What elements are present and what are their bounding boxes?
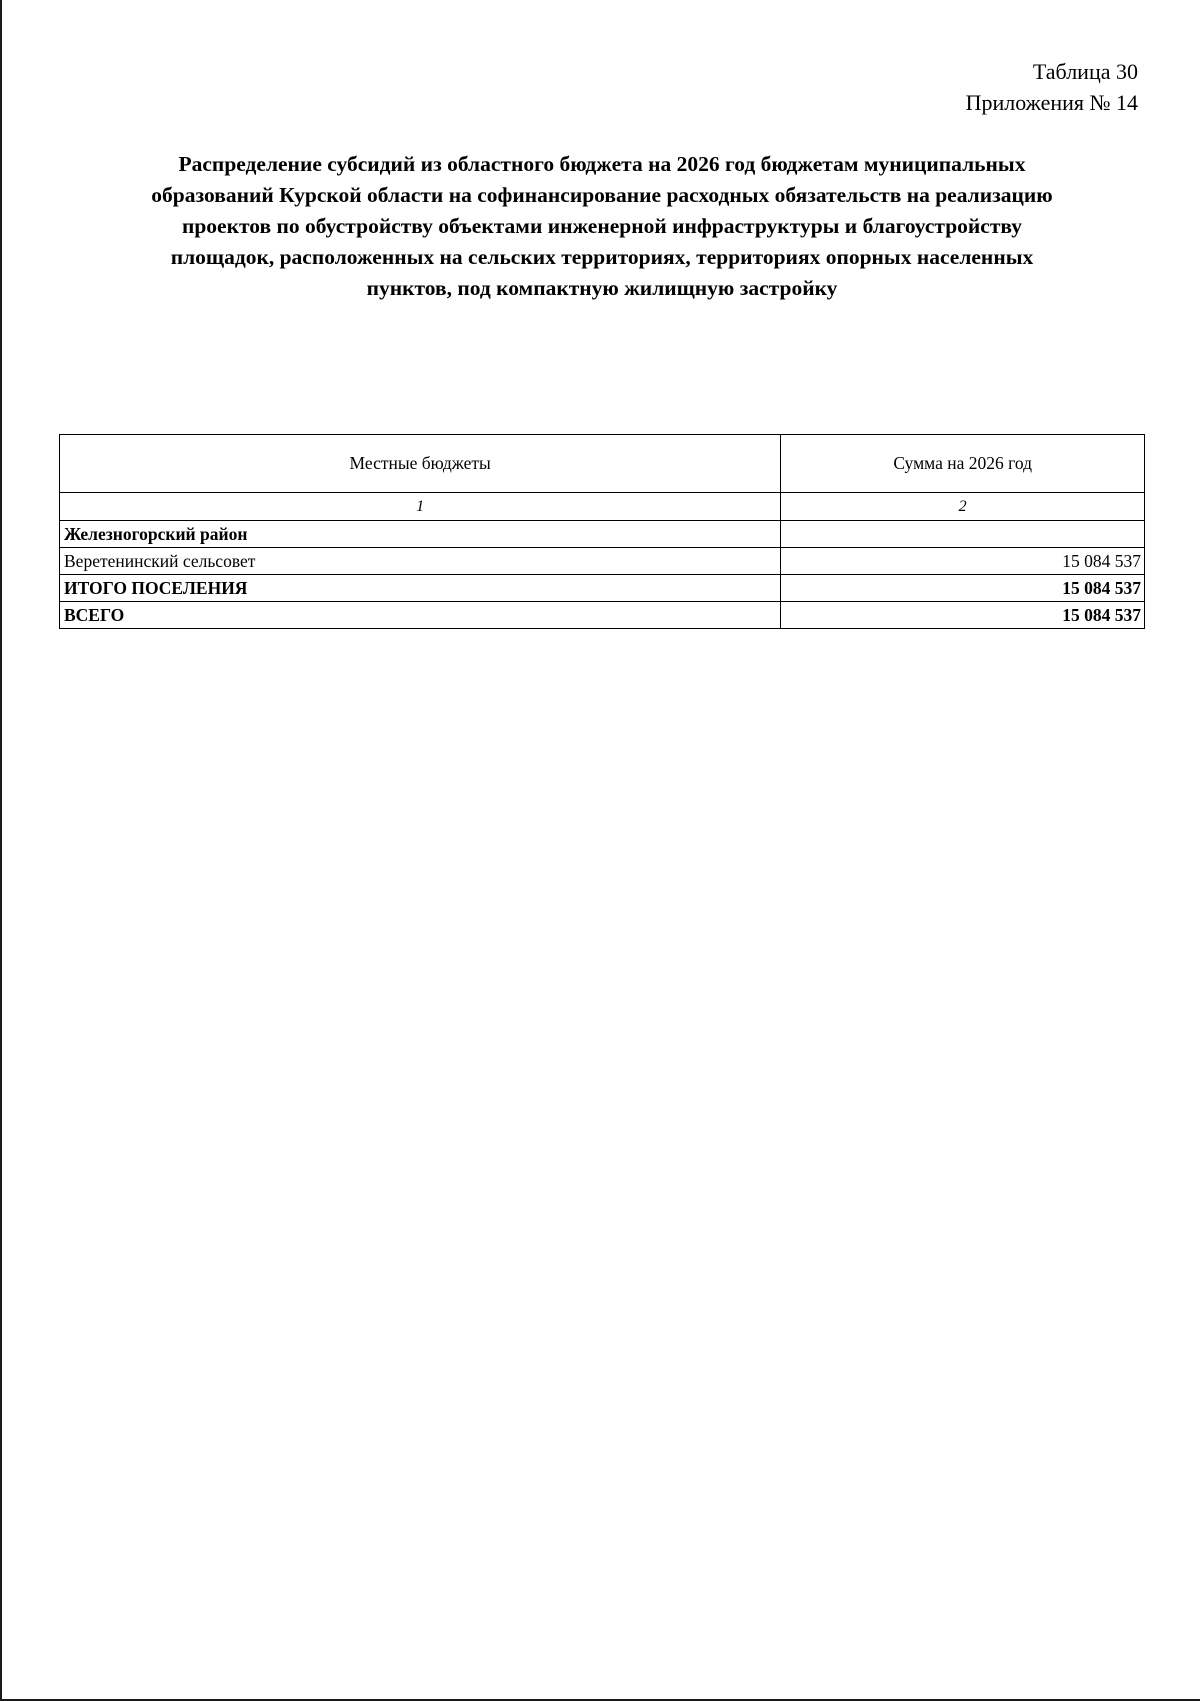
row-amount: 15 084 537 [781, 575, 1145, 602]
appendix-number: Приложения № 14 [965, 90, 1138, 115]
subsidy-table [59, 434, 1145, 629]
title-line: образований Курской области на софинансирование расходных обязательств на реализацию [151, 183, 1053, 207]
column-number: 2 [781, 493, 1145, 521]
column-header-amount: Сумма на 2026 год [781, 435, 1145, 493]
appendix-reference [966, 56, 1138, 118]
row-name: Веретенинский сельсовет [60, 548, 781, 575]
table-row [60, 521, 1145, 548]
table-number: Таблица 30 [1032, 59, 1138, 84]
table-row [60, 548, 1145, 575]
row-name: ИТОГО ПОСЕЛЕНИЯ [60, 575, 781, 602]
column-number-row [60, 493, 1145, 521]
row-amount: 15 084 537 [781, 548, 1145, 575]
title-line: Распределение субсидий из областного бюджета на 2026 год бюджетам муниципальных [178, 152, 1026, 176]
table-header-row [60, 435, 1145, 493]
row-name: ВСЕГО [60, 602, 781, 629]
row-amount: 15 084 537 [781, 602, 1145, 629]
title-line: пунктов, под компактную жилищную застройку [366, 276, 838, 300]
row-amount [781, 521, 1145, 548]
column-number: 1 [60, 493, 781, 521]
table-row [60, 575, 1145, 602]
title-line: площадок, расположенных на сельских территориях, территориях опорных населенных [170, 245, 1034, 269]
column-header-local-budgets: Местные бюджеты [60, 435, 781, 493]
title-line: проектов по обустройству объектами инженерной инфраструктуры и благоустройству [181, 214, 1023, 238]
row-name: Железногорский район [60, 521, 781, 548]
document-title [62, 149, 1142, 304]
table-row [60, 602, 1145, 629]
